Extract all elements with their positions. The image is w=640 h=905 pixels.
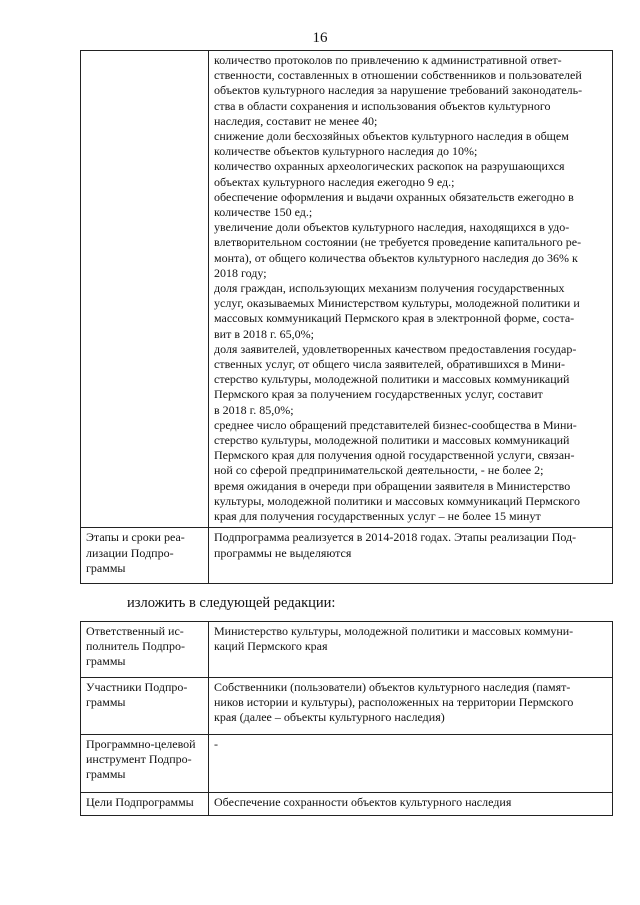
indicator-line: объектов культурного наследия за нарушение требований законодатель- <box>214 83 583 98</box>
indicator-line: массовых коммуникаций Пермского края в электронной форме, соста- <box>214 311 575 326</box>
indicator-line: увеличение доли объектов культурного наследия, находящихся в удо- <box>214 220 570 235</box>
indicator-line: обеспечение оформления и выдачи охранных обязательств ежегодно в <box>214 189 574 204</box>
value-line: ников истории и культуры), расположенных на территории Пермского <box>214 695 574 710</box>
indicator-line: количестве объектов культурного наследия до 10%; <box>214 144 478 159</box>
indicator-line: культуры, молодежной политики и массовых коммуникаций Пермского <box>214 493 580 508</box>
value-line: края (далее – объекты культурного наследия) <box>214 710 445 725</box>
table-cell-label-stages <box>81 528 209 584</box>
label-line: Ответственный ис- <box>86 624 184 638</box>
indicator-line: стерство культуры, молодежной политики и массовых коммуникаций <box>214 433 570 448</box>
table-cell-value-stages <box>209 528 613 584</box>
table-cell-label-responsible <box>81 622 209 678</box>
indicator-line: наследия, составит не менее 40; <box>214 113 378 128</box>
label-line: граммы <box>86 654 126 669</box>
label-line: Цели Подпрограммы <box>86 795 194 809</box>
value-line: Собственники (пользователи) объектов культурного наследия (памят- <box>214 680 571 694</box>
indicator-line: стерство культуры, молодежной политики и массовых коммуникаций <box>214 372 570 387</box>
indicator-line: 2018 году; <box>214 265 267 280</box>
table-cell-value-participants <box>209 678 613 735</box>
table-cell-value-instrument <box>209 735 613 793</box>
table-cell-label-empty <box>81 51 209 528</box>
indicator-line: ственных услуг, от общего числа заявителей, обратившихся в Мини- <box>214 357 565 372</box>
label-line: полнитель Подпро- <box>86 639 185 654</box>
indicator-line: доля заявителей, удовлетворенных качеством предоставления государ- <box>214 341 577 356</box>
passport-table-new <box>80 621 613 816</box>
table-row <box>81 678 613 735</box>
indicator-line: ственности, составленных в отношении собственников и пользователей <box>214 68 582 83</box>
value-line: Подпрограмма реализуется в 2014-2018 годах. Этапы реализации Под- <box>214 530 577 545</box>
label-line: граммы <box>86 767 126 782</box>
indicator-line: снижение доли бесхозяйных объектов культурного наследия в общем <box>214 129 569 144</box>
table-cell-value-goals <box>209 793 613 816</box>
table-row <box>81 622 613 678</box>
value-line: Обеспечение сохранности объектов культурного наследия <box>214 795 512 809</box>
value-line: каций Пермского края <box>214 639 328 654</box>
label-line: граммы <box>86 695 126 710</box>
indicator-line: влетворительном состоянии (не требуется проведение капитального ре- <box>214 235 582 250</box>
label-line: граммы <box>86 560 126 575</box>
indicator-line: доля граждан, использующих механизм получения государственных <box>214 281 565 296</box>
indicator-line: в 2018 г. 85,0%; <box>214 402 294 417</box>
table-cell-label-instrument <box>81 735 209 793</box>
indicator-line: время ожидания в очереди при обращении заявителя в Министерство <box>214 478 571 493</box>
value-line: - <box>214 737 218 751</box>
instruction-text: изложить в следующей редакции: <box>127 595 336 611</box>
indicator-line: услуг, оказываемых Министерством культуры, молодежной политики и <box>214 296 580 311</box>
table-row <box>81 735 613 793</box>
label-line: Этапы и сроки реа- <box>86 530 185 545</box>
table-cell-value-responsible <box>209 622 613 678</box>
table-row-stages <box>81 528 613 584</box>
indicator-line: ной со сферой предпринимательской деятельности, - не более 2; <box>214 463 544 478</box>
label-line: лизации Подпро- <box>86 545 174 560</box>
indicator-line: количество протоколов по привлечению к административной ответ- <box>214 53 562 67</box>
label-line: Программно-целевой <box>86 737 196 751</box>
table-row <box>81 793 613 816</box>
table-cell-indicators <box>209 51 613 528</box>
indicator-line: объектах культурного наследия ежегодно 9 ед.; <box>214 174 455 189</box>
label-line: инструмент Подпро- <box>86 752 192 767</box>
label-line: Участники Подпро- <box>86 680 188 694</box>
value-line: Министерство культуры, молодежной политики и массовых коммуни- <box>214 624 574 638</box>
indicator-line: количество охранных археологических раскопок на разрушающихся <box>214 159 565 174</box>
indicator-line: Пермского края за получением государственных услуг, составит <box>214 387 543 402</box>
table-cell-label-participants <box>81 678 209 735</box>
table-row-indicators <box>81 51 613 528</box>
passport-table-old <box>80 50 613 584</box>
page-number: 16 <box>312 30 328 46</box>
value-line: программы не выделяются <box>214 545 352 560</box>
indicator-line: Пермского края для получения одной государственной услуги, связан- <box>214 448 575 463</box>
indicator-line: вит в 2018 г. 65,0%; <box>214 326 314 341</box>
indicator-line: края для получения государственных услуг – не более 15 минут <box>214 509 541 524</box>
indicator-line: среднее число обращений представителей бизнес-сообщества в Мини- <box>214 417 577 432</box>
indicator-line: количестве 150 ед.; <box>214 205 313 220</box>
table-cell-label-goals <box>81 793 209 816</box>
indicator-line: ства в области сохранения и использования объектов культурного <box>214 98 551 113</box>
indicator-line: монта), от общего количества объектов культурного наследия до 36% к <box>214 250 578 265</box>
